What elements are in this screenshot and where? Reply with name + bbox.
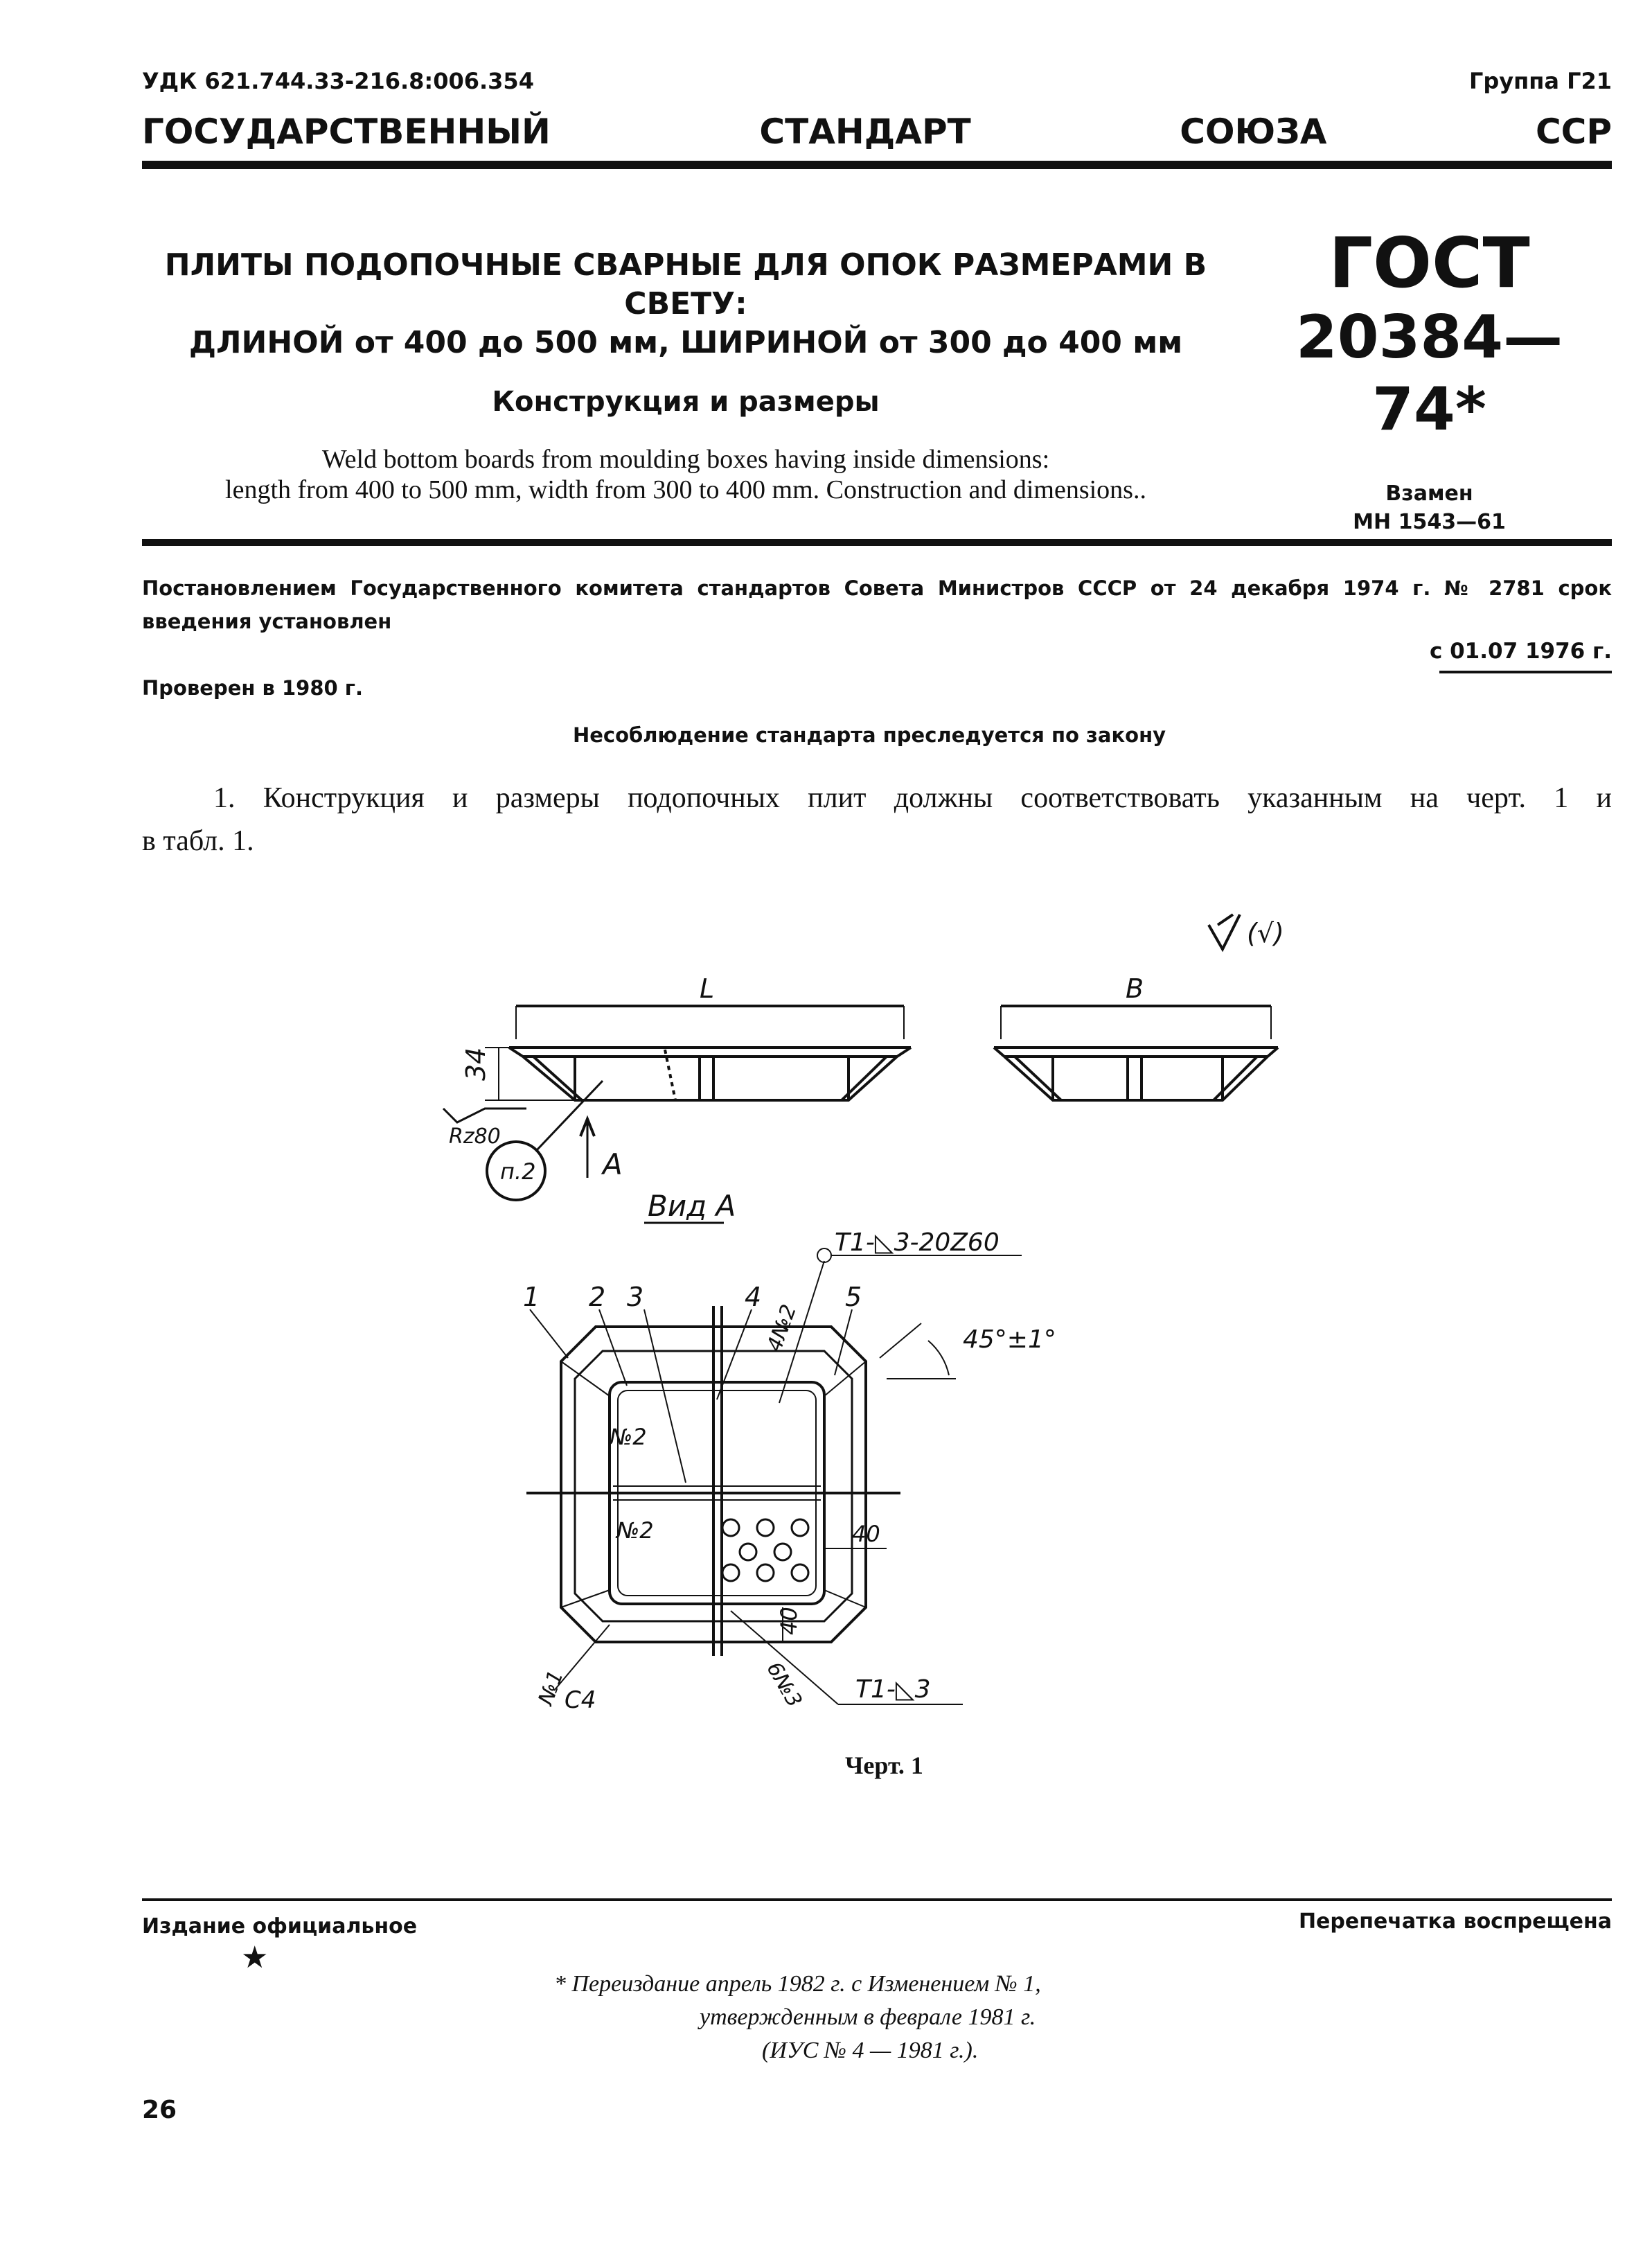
part-1-label: 1	[523, 1282, 540, 1312]
header-rule	[142, 161, 1612, 169]
roughness-label: (√)	[1247, 918, 1284, 948]
dim-width-label: B	[1126, 973, 1144, 1004]
title-rule	[142, 539, 1612, 546]
rz-label: Rz80	[449, 1124, 501, 1149]
paragraph-1-line1: 1. Конструкция и размеры подопочных плит должны соответствовать указанным на черт. 1 и	[213, 782, 1612, 814]
part-5-label: 5	[845, 1282, 862, 1312]
note-p2-label: п.2	[500, 1158, 536, 1185]
part-3-label: 3	[627, 1282, 644, 1312]
c4-label: С4	[565, 1686, 596, 1714]
weld-top-label: Т1-◺3-20Z60	[835, 1228, 1000, 1257]
decree-date: с 01.07 1976 г.	[1429, 639, 1612, 664]
roughness-check-icon	[1209, 915, 1240, 949]
checked-note: Проверен в 1980 г.	[142, 676, 363, 700]
title-en-line2: length from 400 to 500 mm, width from 300 to 400 mm. Construction and dimensions..	[225, 475, 1146, 504]
decree-line1: Постановлением Государственного комитета стандартов Совета Министров СССР от 24 декабря 1974 г. № 2781 срок	[142, 576, 1612, 600]
reissue-note-line1: * Переиздание апрель 1982 г. с Изменением № 1,	[554, 1971, 1041, 1997]
part-2-label: 2	[589, 1282, 606, 1312]
reissue-note-line3: (ИУС № 4 — 1981 г.).	[762, 2038, 979, 2063]
state-standard-banner: ГОСУДАРСТВЕННЫЙ СТАНДАРТ СОЮЗА ССР	[142, 112, 1612, 152]
decree-date-rule	[1439, 671, 1612, 673]
dim-40-right-label: 40	[852, 1521, 880, 1547]
n6n3-label: 6№3	[761, 1657, 807, 1712]
gost-block	[1247, 222, 1612, 534]
part-4-label: 4	[745, 1282, 762, 1312]
drawing-figure-1	[0, 887, 1652, 1781]
n4n2-label: 4№2	[762, 1301, 802, 1355]
footer-rule	[142, 1898, 1612, 1901]
n2-label-b: №2	[616, 1517, 654, 1544]
title-en-line1: Weld bottom boards from moulding boxes having inside dimensions:	[321, 445, 1050, 474]
dim-34-label: 34	[461, 1047, 491, 1081]
replaces-label: Взамен	[1385, 482, 1473, 506]
gost-label: ГОСТ	[1329, 222, 1530, 303]
law-note: Несоблюдение стандарта преследуется по закону	[572, 723, 1166, 747]
arrow-a-label: A	[603, 1147, 623, 1181]
reissue-note-line2: утвержденным в феврале 1981 г.	[700, 2004, 1036, 2030]
gost-number: 20384—74*	[1295, 303, 1563, 444]
title-ru-line2: ДЛИНОЙ от 400 до 500 мм, ШИРИНОЙ от 300 до 400 мм	[188, 325, 1183, 360]
dim-length-label: L	[700, 973, 715, 1004]
n1-label: №1	[533, 1667, 569, 1709]
dim-40-bottom-label: 40	[776, 1607, 802, 1635]
star-icon: ★	[241, 1940, 269, 1975]
title-ru-line1: ПЛИТЫ ПОДОПОЧНЫЕ СВАРНЫЕ ДЛЯ ОПОК РАЗМЕРАМИ В СВЕТУ:	[164, 247, 1207, 321]
reissue-note	[554, 1968, 1041, 2067]
figure-caption: Черт. 1	[845, 1751, 923, 1779]
vent-holes-icon	[722, 1519, 808, 1581]
decree-line2: введения установлен	[142, 610, 392, 633]
replaces-value: МН 1543—61	[1353, 510, 1506, 534]
official-edition: Издание официальное	[142, 1914, 418, 1939]
n2-label-a: №2	[610, 1424, 647, 1450]
paragraph-1-line2: в табл. 1.	[142, 825, 254, 857]
side-view-width	[994, 1006, 1278, 1100]
group-code: Группа Г21	[1468, 68, 1612, 94]
weld-bottom-label: Т1-◺3	[855, 1675, 931, 1704]
title-block	[142, 246, 1229, 505]
udk-code: УДК 621.744.33-216.8:006.354	[142, 68, 534, 94]
page-number: 26	[142, 2096, 177, 2124]
view-a-label: Вид А	[648, 1189, 736, 1223]
title-ru-subtitle: Конструкция и размеры	[492, 386, 880, 418]
angle-label: 45°±1°	[963, 1325, 1056, 1354]
reprint-forbidden: Перепечатка воспрещена	[1298, 1909, 1612, 1934]
